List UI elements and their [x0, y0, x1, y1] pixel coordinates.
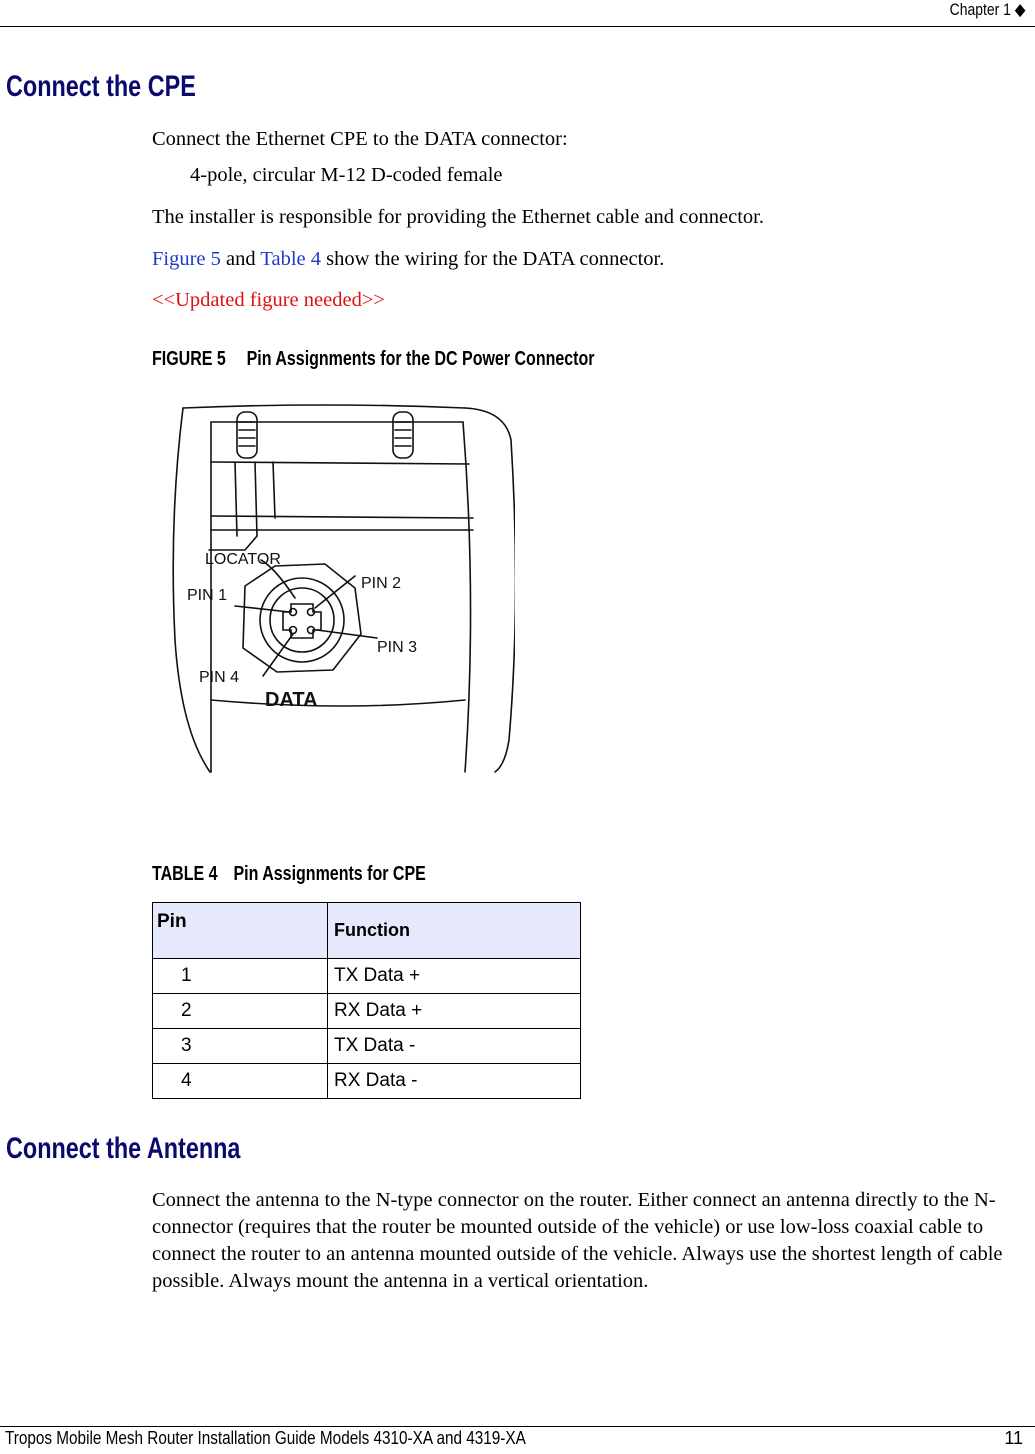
table-row: [153, 959, 581, 994]
chapter-header: Chapter 1 ◆: [949, 0, 1025, 19]
header-pin: Pin: [153, 903, 328, 959]
data-connector-drawing: [165, 400, 515, 780]
cell-function: RX Data +: [328, 994, 581, 1029]
section-title-connect-cpe: Connect the CPE: [6, 70, 196, 103]
label-locator: LOCATOR: [205, 551, 281, 568]
page-number: 11: [1004, 1428, 1023, 1448]
table-row: [153, 1029, 581, 1064]
leader-pin2: [315, 576, 355, 608]
cell-pin: 2: [153, 994, 328, 1029]
and-text: and: [220, 248, 261, 270]
label-pin3: PIN 3: [377, 639, 418, 656]
body-right-edge: [465, 408, 515, 772]
figure-label: FIGURE 5: [152, 348, 226, 370]
paragraph-wiring-reference: [152, 246, 664, 272]
wiring-text: show the wiring for the DATA connector.: [321, 248, 665, 270]
table-label: TABLE 4: [152, 863, 218, 885]
table-header-row: [153, 903, 581, 959]
body-top-edge: [183, 405, 465, 408]
table-4-link[interactable]: Table 4: [260, 248, 321, 270]
cell-pin: 1: [153, 959, 328, 994]
footer-title: Tropos Mobile Mesh Router Installation Guide Models 4310-XA and 4319-XA: [5, 1428, 526, 1448]
footer-rule: [0, 1426, 1035, 1427]
paragraph-installer: The installer is responsible for providing the Ethernet cable and connector.: [152, 206, 764, 228]
cell-function: TX Data +: [328, 959, 581, 994]
cell-pin: 3: [153, 1029, 328, 1064]
section-title-connect-antenna: Connect the Antenna: [6, 1132, 241, 1165]
cell-function: TX Data -: [328, 1029, 581, 1064]
label-pin4: PIN 4: [199, 669, 240, 686]
table-row: [153, 994, 581, 1029]
label-pin2: PIN 2: [361, 575, 402, 592]
post-right: [393, 412, 413, 458]
cell-pin: 4: [153, 1064, 328, 1099]
connector-ring-outer: [260, 578, 344, 662]
table-title: Pin Assignments for CPE: [233, 863, 426, 885]
paragraph-connect-ethernet: Connect the Ethernet CPE to the DATA connector:: [152, 128, 568, 150]
leader-pin3: [317, 630, 377, 638]
header-function: Function: [328, 903, 581, 959]
header-rule: [0, 26, 1035, 27]
paragraph-antenna: Connect the antenna to the N-type connector on the router. Either connect an antenna directly to the N-connector (requires that the router be mounted outside of the vehicle) or use low-loss coaxial cable to connect the router to an antenna mounted outside of the vehicle. Always use the shortest length of cable possible. Always mount the antenna in a vertical orientation.: [152, 1189, 1003, 1292]
figure-title: Pin Assignments for the DC Power Connector: [246, 348, 595, 370]
updated-figure-note: <<Updated figure needed>>: [152, 289, 385, 311]
connector-ring-inner: [270, 588, 334, 652]
connector-spec: 4-pole, circular M-12 D-coded female: [190, 164, 503, 186]
label-data: DATA: [265, 689, 318, 711]
table-row: [153, 1064, 581, 1099]
pin-assignments-table: [152, 902, 581, 1099]
label-pin1: PIN 1: [187, 587, 228, 604]
post-left: [237, 412, 257, 458]
cell-function: RX Data -: [328, 1064, 581, 1099]
figure-5-link[interactable]: Figure 5: [152, 248, 221, 270]
figure-caption: [152, 348, 595, 371]
table-caption: [152, 863, 426, 886]
